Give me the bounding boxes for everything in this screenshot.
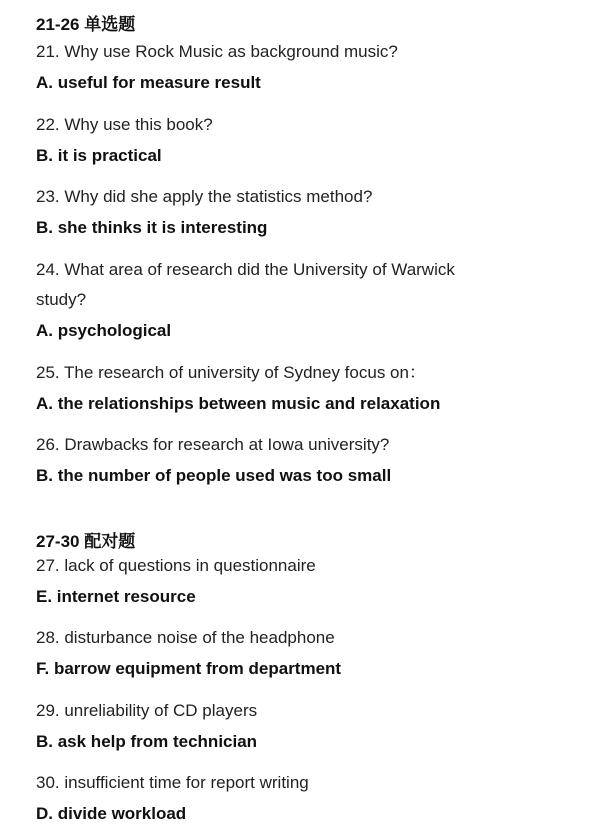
question-28: 28. disturbance noise of the headphone: [36, 628, 335, 647]
answer-27: E. internet resource: [36, 587, 196, 606]
question-22: 22. Why use this book?: [36, 115, 213, 134]
answer-21: A. useful for measure result: [36, 73, 261, 92]
answer-23: B. she thinks it is interesting: [36, 218, 268, 237]
question-24: 24. What area of research did the University of Warwick study?: [36, 260, 455, 309]
answer-29: B. ask help from technician: [36, 732, 258, 751]
answer-28: F. barrow equipment from department: [36, 659, 342, 678]
answer-25: A. the relationships between music and relaxation: [36, 394, 441, 413]
answer-22: B. it is practical: [36, 146, 162, 165]
question-26: 26. Drawbacks for research at Iowa university?: [36, 435, 390, 454]
answer-30: D. divide workload: [36, 804, 187, 823]
question-23: 23. Why did she apply the statistics method?: [36, 187, 373, 206]
answer-24: A. psychological: [36, 321, 172, 340]
answer-26: B. the number of people used was too small: [36, 466, 392, 485]
section-title-single-choice: 21-26 单选题: [36, 15, 136, 34]
question-29: 29. unreliability of CD players: [36, 701, 258, 720]
question-25: 25. The research of university of Sydney focus on：: [36, 363, 426, 382]
question-21: 21. Why use Rock Music as background music?: [36, 42, 398, 61]
question-27: 27. lack of questions in questionnaire: [36, 556, 316, 575]
section-title-matching: 27-30 配对题: [36, 532, 136, 551]
question-30: 30. insufficient time for report writing: [36, 773, 309, 792]
